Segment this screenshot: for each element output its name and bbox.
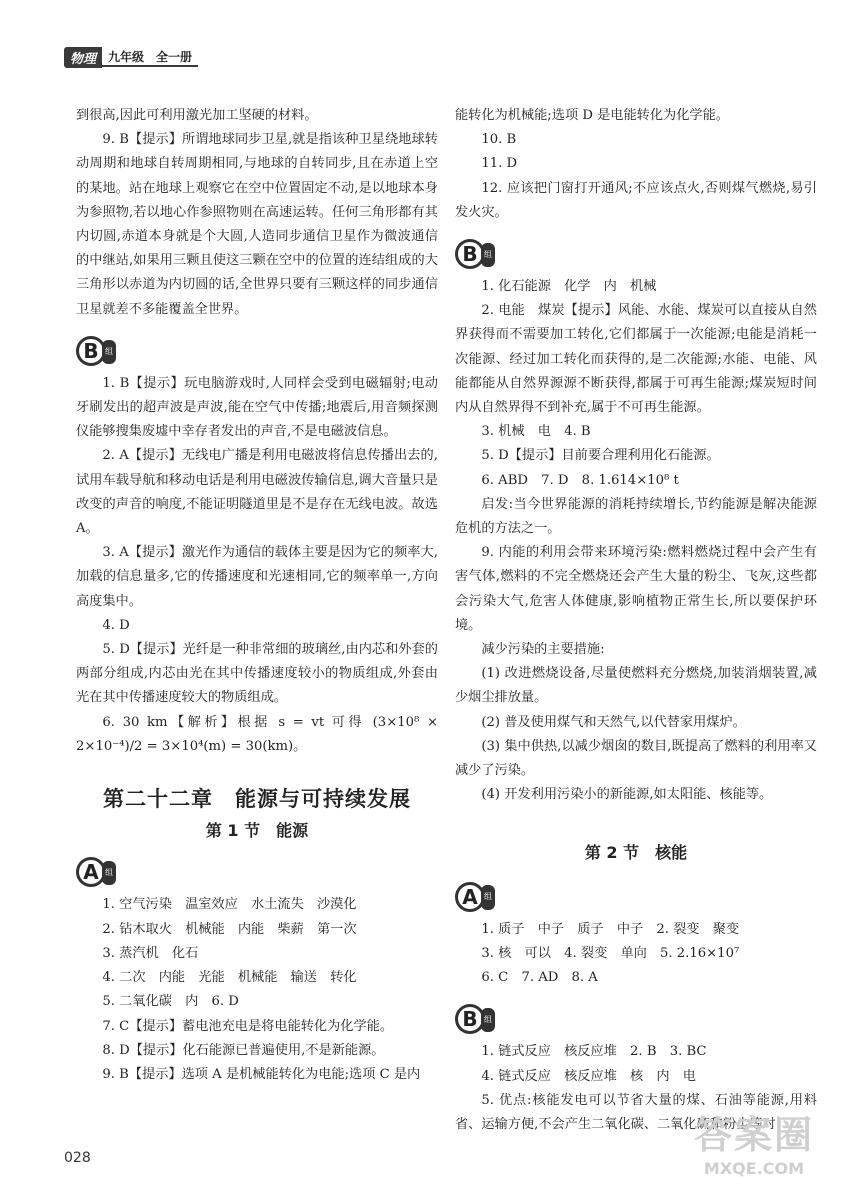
answer-item: 启发:当今世界能源的消耗持续增长,节约能源是解决能源危机的方法之一。 [455, 496, 817, 537]
answer-item: 7. C【提示】蓄电池充电是将电能转化为化学能。 [102, 1018, 394, 1034]
answer-item: (2) 普及使用煤气和天然气,以代替家用煤炉。 [481, 714, 746, 730]
answer-item: 4. D [102, 617, 130, 633]
subject-label: 物理 [64, 47, 102, 68]
group-b-badge [76, 328, 438, 366]
group-label: 组 [102, 861, 116, 885]
answer-item: 5. 优点:核能发电可以节省大量的煤、石油等能源,用料省、运输方便,不会产生二氧化碳、二氧化硫和粉尘等对 [455, 1092, 817, 1132]
answer-item: 1. B【提示】玩电脑游戏时,人同样会受到电磁辐射;电动牙刷发出的超声波是声波,能在空气中传播;地震后,用音频探测仪能够搜集废墟中幸存者发出的声音,不是电磁波信息。 [76, 375, 438, 440]
answer-item: 1. 化石能源 化学 内 机械 [481, 279, 657, 295]
answer-item: 2. A【提示】无线电广播是利用电磁波将信息传播出去的,试用车载导航和移动电话是利用电磁波传输信息,调大音量只是改变的声音的响度,不能证明隧道里是不是存在无线电波。故选A。 [76, 448, 438, 537]
group-a-badge [76, 849, 438, 887]
answer-item: 3. A【提示】激光作为通信的载体主要是因为它的频率大,加载的信息量多,它的传播速度和光速相同,它的频率单一,方向高度集中。 [76, 545, 438, 609]
group-a-icon: A [76, 857, 106, 887]
answer-item: 9. B【提示】选项 A 是机械能转化为电能;选项 C 是内 [102, 1066, 421, 1082]
answer-item: 5. D【提示】目前要合理利用化石能源。 [481, 448, 720, 464]
watermark-text: 答案圈 [693, 1113, 814, 1157]
group-a-icon: A [455, 882, 485, 912]
group-a-badge [455, 874, 817, 912]
answer-item: 9. 内能的利用会带来环境污染:燃料燃烧过程中会产生有害气体,燃料的不完全燃烧还会产生大量的粉尘、飞灰,这些都会污染大气,危害人体健康,影响植物正常生长,所以要保护环境。 [455, 545, 817, 633]
answer-item: (1) 改进燃烧设备,尽量使燃料充分燃烧,加装消烟装置,减少烟尘排放量。 [455, 666, 817, 706]
paragraph: 9. B【提示】所谓地球同步卫星,就是指该种卫星绕地球转动周期和地球自转周期相同,与地球的自转同步,且在赤道上空的某地。站在地球上观察它在空中位置固定不动,是以地球本身为参照物,若以地心作参照物则在高速运转。任何三角形都有其内切圆,赤道本身就是个大圆,人造同步通信卫星作为微波通信的中继站,如果用三颗且使这三颗在空中的位置的连结组成的大三角形以赤道为内切圆的话,全世界只要有三颗这样的同步通信卫星就差不多能覆盖全世界。 [76, 132, 438, 317]
answer-item: 4. 链式反应 核反应堆 核 内 电 [481, 1068, 696, 1084]
answer-item: 1. 链式反应 核反应堆 2. B 3. BC [481, 1044, 707, 1060]
answer-item: (3) 集中供热,以减少烟囱的数目,既提高了燃料的利用率又减少了污染。 [455, 738, 817, 779]
paragraph: 到很高,因此可利用激光加工坚硬的材料。 [76, 108, 318, 123]
answer-item: 2. 钻木取火 机械能 内能 柴薪 第一次 [102, 921, 357, 937]
paragraph: 能转化为机械能;选项 D 是电能转化为化学能。 [455, 108, 729, 123]
answer-item: 3. 核 可以 4. 裂变 单向 5. 2.16×10⁷ [481, 945, 740, 961]
section-title: 第 2 节 核能 [584, 843, 688, 863]
answer-item: 6. C 7. AD 8. A [481, 970, 598, 986]
answer-item: 10. B [481, 132, 517, 148]
answer-item: 5. D【提示】光纤是一种非常细的玻璃丝,由内芯和外套的两部分组成,内芯由光在其中传播速度较小的物质组成,外套由光在其中传播速度较大的物质组成。 [76, 642, 438, 706]
group-label: 组 [481, 885, 495, 909]
group-b-badge [455, 996, 817, 1034]
answer-item: 1. 空气污染 温室效应 水土流失 沙漠化 [102, 897, 357, 913]
answer-item: 11. D [481, 156, 518, 172]
page-header [64, 46, 198, 68]
answer-item: 3. 机械 电 4. B [481, 424, 591, 440]
answer-item: 2. 电能 煤炭【提示】风能、水能、煤炭可以直接从自然界获得而不需要加工转化,它们都属于一次能源;电能是消耗一次能源、经过加工转化而获得的,是二次能源;水能、电能、风能都能从自然界源源不断获得,都属于可再生能源;煤炭短时间内从自然界得不到补充,属于不可再生能源。 [455, 303, 817, 416]
answer-item: 减少污染的主要措施: [481, 642, 605, 658]
left-column [76, 104, 438, 1087]
group-label: 组 [481, 243, 495, 267]
group-label: 组 [481, 1008, 495, 1032]
grade-label: 九年级 全一册 [102, 48, 198, 67]
group-label: 组 [102, 340, 116, 364]
group-b-badge [455, 231, 817, 269]
section-title: 第 1 节 能源 [205, 821, 309, 841]
answer-item: 12. 应该把门窗打开通风;不应该点火,否则煤气燃烧,易引发火灾。 [455, 180, 817, 220]
chapter-title: 第二十二章 能源与可持续发展 [103, 787, 411, 812]
answer-item: 1. 质子 中子 质子 中子 2. 裂变 聚变 [481, 921, 740, 937]
answer-item: (4) 开发利用污染小的新能源,如太阳能、核能等。 [481, 787, 773, 803]
answer-item: 5. 二氧化碳 内 6. D [102, 994, 239, 1010]
answer-item: 8. D【提示】化石能源已普遍使用,不是新能源。 [102, 1042, 385, 1058]
answer-item: 3. 蒸汽机 化石 [102, 945, 199, 961]
watermark-url: MXQE.COM [703, 1159, 805, 1178]
watermark-logo [694, 1104, 814, 1178]
answer-item: 6. ABD 7. D 8. 1.614×10⁸ t [481, 472, 679, 488]
group-b-icon: B [455, 239, 485, 269]
answer-item: 4. 二次 内能 光能 机械能 输送 转化 [102, 970, 357, 986]
answer-item: 6. 30 km【解析】根据 s = vt 可得 (3×10⁸ × 2×10⁻⁴)/2 = 3×10⁴(m) = 30(km)。 [76, 714, 438, 754]
right-column [455, 104, 817, 1137]
page-number: 028 [64, 1150, 91, 1166]
group-b-icon: B [76, 336, 106, 366]
group-b-icon: B [455, 1004, 485, 1034]
